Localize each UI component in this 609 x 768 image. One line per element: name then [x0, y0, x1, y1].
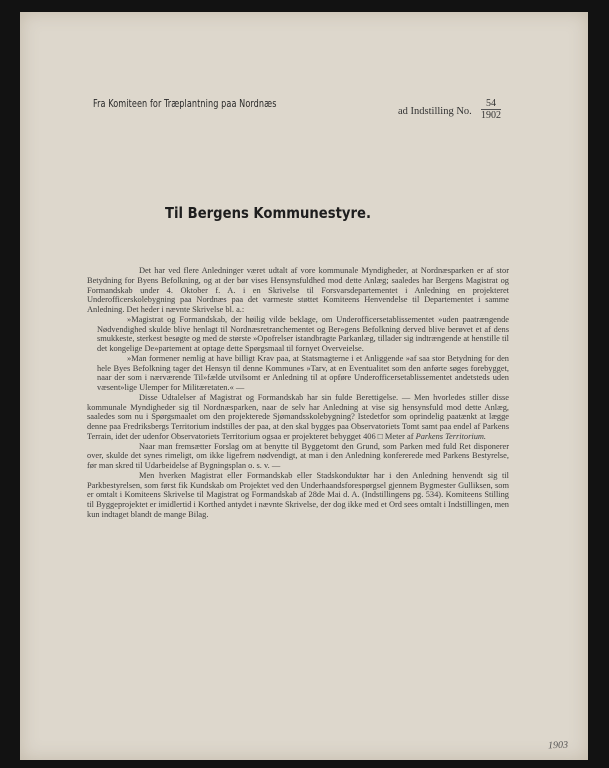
paragraph-5: Naar man fremsætter Forslag om at benytte til Byggetomt den Grund, som Parken med fuld Ret disponerer over, skulde det synes rimeligt, om ikke ligefrem nødvendigt, at man i den Anledning konfererede med Parkens Bestyrelse, før man skred til Udarbeidelse af Bygningsplan o. s. v. — — [87, 441, 509, 470]
document-title: Til Bergens Kommunestyre. — [165, 204, 372, 222]
paragraph-1: Det har ved flere Anledninger været udtalt af vore kommunale Myndigheder, at Nordnæsparken er af stor Betydning for Byens Befolkning, og at der bør vises Hensynsfuldhed mod dette Anlæg; saaledes har Bergens Magistrat og Formandskab under 4. Oktober f. A. i en Skrivelse til Forsvarsdepartementet i Anledning en projekteret Underofficerskolebygning paa Nordnæs paa det varmeste støttet Komiteens Henvendelse til Departementet i samme Anledning. Det heder i nævnte Skrivelse bl. a.: — [87, 266, 509, 314]
committee-header: Fra Komiteen for Træplantning paa Nordnæs — [93, 98, 277, 110]
paragraph-4-text: Disse Udtalelser af Magistrat og Formandskab har sin fulde Berettigelse. — Men hvorledes stiller disse kommunale Myndigheder sig til Nordnæsparken, naar de selv har Anledning at vise sig hensynsfuld mod dette Anlæg, saaledes som nu i Spørgsmaalet om den projekterede Sjømandsskolebygning? Istedetfor som oprindelig paatænkt at lægge denne paa Fredriksbergs Territorium indstilles der paa, at den skal bygges paa Observatoriets Tomt samt paa endel af Parkens Terrain, idet der udenfor Observatoriets Territorium ogsaa er projekteret bebygget 406 □ Meter af — [87, 392, 509, 441]
paragraph-4-emphasis: Parkens Territorium. — [415, 431, 487, 441]
indstilling-year: 1902 — [481, 110, 501, 121]
indstilling-number — [479, 98, 503, 121]
paragraph-6: Men hverken Magistrat eller Formandskab eller Stadskonduktør har i den Anledning henvendt sig til Parkbestyrelsen, som først fik Kundskab om Projektet ved den Underhaandsforespørgsel gjennem Bygmester Gulliksen, som er omtalt i Komiteens Skrivelse til Magistrat og Formandskab af 28de Mai d. A. (Indstillingens pg. 534). Komiteens Stilling til Byggeprojektet er imidlertid i Korthed antydet i nævnte Skrivelse, der dog ikke med et Ord sees omtalt i Indstillingen, men kun indtaget blandt de mange Bilag. — [87, 470, 509, 519]
quote-paragraph-1: »Magistrat og Formandskab, der høilig vilde beklage, om Underofficersetablissementet »uden paatrængende Nødvendighed skulde blive henlagt til Nordnæsretranchementet og Ber»gens Befolkning derved blive berøvet et af dens smukkeste, sterkest besøgte og med de største »Opofrelser istandbragte Parkanlæg, tillader sig indtrængende at henstille til det kongelige De»partement at optage dette Spørgsmaal til fornyet Overveielse. — [97, 314, 509, 353]
pencil-annotation: 1903 — [547, 739, 569, 752]
indstilling-number-value: 54 — [486, 98, 496, 109]
indstilling-label: ad Indstilling No. — [398, 106, 472, 117]
paragraph-4 — [87, 393, 509, 442]
quote-paragraph-2: »Man formener nemlig at have billigt Krav paa, at Statsmagterne i et Anliggende »af saa stor Betydning for den hele Byes Befolkning tager det Hensyn til denne Kommunes »Tarv, at en Eventualitet som den anførte søges forebygget, naar der som i nærværende Til»fælde utvilsomt er Anledning til at opføre Underofficersetablissementet andetsteds uden væsent»lige Ulemper for Militæretaten.« — — [97, 353, 509, 392]
document-body — [87, 266, 509, 520]
document-page — [20, 12, 588, 760]
